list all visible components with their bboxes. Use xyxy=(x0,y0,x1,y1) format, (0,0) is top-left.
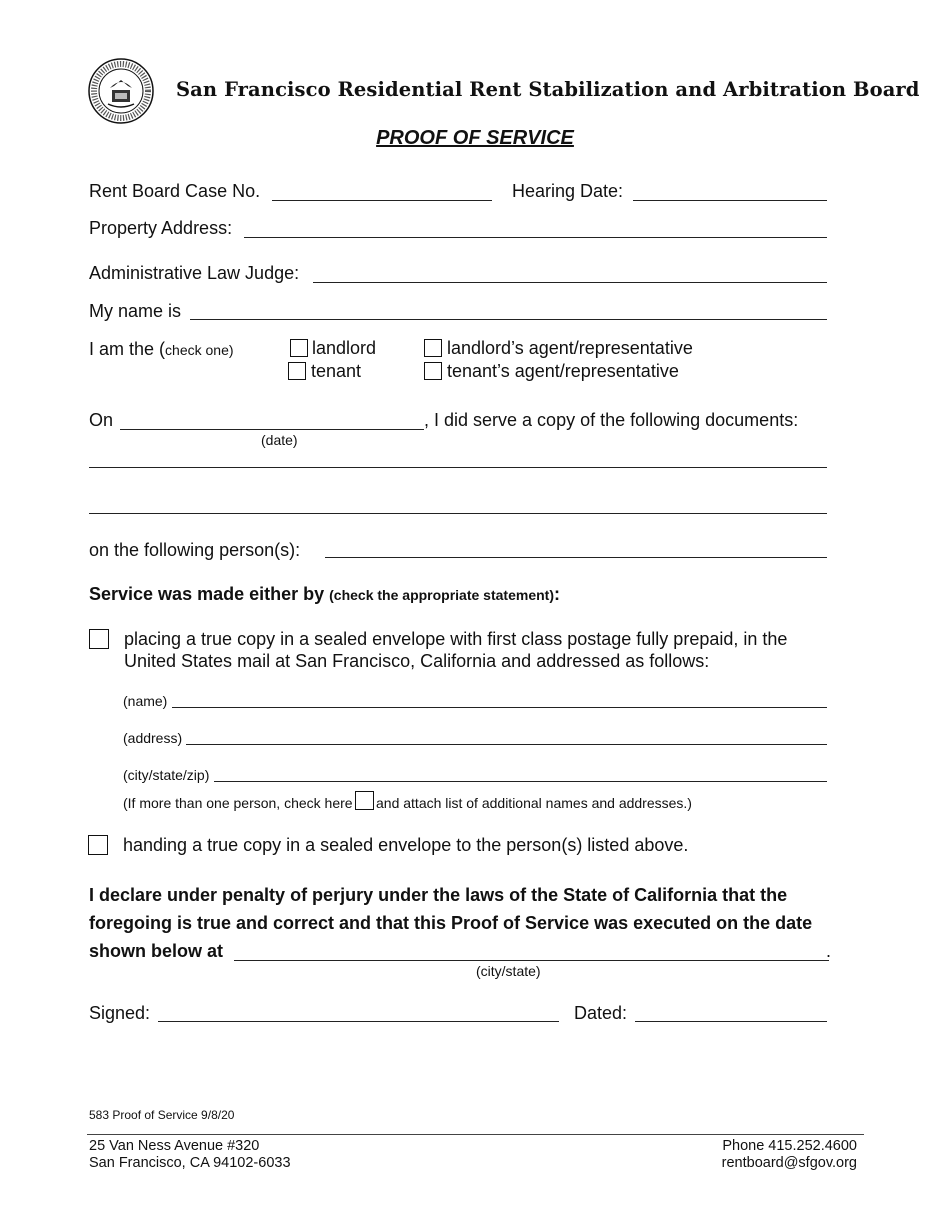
footer-email[interactable]: rentboard@sfgov.org xyxy=(721,1155,857,1171)
service-heading-main: Service was made either by xyxy=(89,584,330,604)
hearing-date-label: Hearing Date: xyxy=(512,181,624,201)
landlord-label: landlord xyxy=(312,338,377,358)
service-date-field[interactable] xyxy=(120,429,424,430)
more-persons-checkbox[interactable] xyxy=(355,791,374,810)
org-name: San Francisco Residential Rent Stabilization and Arbitration Board xyxy=(176,78,920,101)
mail-service-text-1: placing a true copy in a sealed envelope with first class postage fully prepaid, in the xyxy=(124,629,788,649)
landlord-agent-checkbox[interactable] xyxy=(424,339,442,357)
landlord-agent-label: landlord’s agent/representative xyxy=(447,338,693,358)
documents-line-2[interactable] xyxy=(89,513,827,514)
footer-address-line-2: San Francisco, CA 94102-6033 xyxy=(89,1155,291,1171)
city-seal xyxy=(88,58,154,124)
case-no-field[interactable] xyxy=(272,200,492,201)
iam-label xyxy=(89,339,234,360)
declaration-line-3: shown below at xyxy=(89,941,224,961)
signed-label: Signed: xyxy=(89,1003,151,1023)
tenant-agent-checkbox[interactable] xyxy=(424,362,442,380)
hand-service-checkbox[interactable] xyxy=(88,835,108,855)
footer-divider xyxy=(87,1134,864,1135)
service-heading-colon: : xyxy=(553,584,560,604)
mail-name-label: (name) xyxy=(123,693,168,709)
mail-city-label: (city/state/zip) xyxy=(123,767,210,783)
page-title: PROOF OF SERVICE xyxy=(376,127,574,149)
on-label: On xyxy=(89,410,114,430)
mail-service-text-2: United States mail at San Francisco, California and addressed as follows: xyxy=(124,651,710,671)
persons-label: on the following person(s): xyxy=(89,540,301,560)
date-caption: (date) xyxy=(261,432,298,448)
persons-field[interactable] xyxy=(325,557,827,558)
footer-address-line-1: 25 Van Ness Avenue #320 xyxy=(89,1138,260,1154)
more-persons-suffix: and attach list of additional names and addresses.) xyxy=(376,795,692,811)
alj-field[interactable] xyxy=(313,282,827,283)
declaration-line-2: foregoing is true and correct and that this Proof of Service was executed on the date xyxy=(89,913,813,933)
declaration-line-1: I declare under penalty of perjury under the laws of the State of California that the xyxy=(89,885,788,905)
form-id: 583 Proof of Service 9/8/20 xyxy=(89,1108,235,1122)
landlord-checkbox[interactable] xyxy=(290,339,308,357)
name-label: My name is xyxy=(89,301,182,321)
case-no-label: Rent Board Case No. xyxy=(89,181,261,201)
hearing-date-field[interactable] xyxy=(633,200,827,201)
footer-phone: Phone 415.252.4600 xyxy=(722,1138,857,1154)
more-persons-prefix: (If more than one person, check here xyxy=(123,795,353,811)
property-address-label: Property Address: xyxy=(89,218,233,238)
mail-city-field[interactable] xyxy=(214,781,827,782)
dated-field[interactable] xyxy=(635,1021,827,1022)
declaration-city-field[interactable] xyxy=(234,960,829,961)
iam-label-text: I am the ( xyxy=(89,339,166,359)
service-heading-small: (check the appropriate statement) xyxy=(329,587,554,603)
documents-line-1[interactable] xyxy=(89,467,827,468)
tenant-agent-label: tenant’s agent/representative xyxy=(447,361,679,381)
property-address-field[interactable] xyxy=(244,237,827,238)
signature-field[interactable] xyxy=(158,1021,559,1022)
mail-address-label: (address) xyxy=(123,730,183,746)
tenant-label: tenant xyxy=(311,361,362,381)
mail-name-field[interactable] xyxy=(172,707,827,708)
served-text: , I did serve a copy of the following documents: xyxy=(424,410,799,430)
iam-check-one: check one) xyxy=(165,342,234,358)
tenant-checkbox[interactable] xyxy=(288,362,306,380)
service-heading xyxy=(89,584,560,605)
dated-label: Dated: xyxy=(574,1003,628,1023)
name-field[interactable] xyxy=(190,319,827,320)
city-state-caption: (city/state) xyxy=(476,963,541,979)
alj-label: Administrative Law Judge: xyxy=(89,263,300,283)
mail-service-checkbox[interactable] xyxy=(89,629,109,649)
hand-service-text: handing a true copy in a sealed envelope to the person(s) listed above. xyxy=(123,835,689,855)
mail-address-field[interactable] xyxy=(186,744,827,745)
declaration-period: . xyxy=(826,941,832,961)
